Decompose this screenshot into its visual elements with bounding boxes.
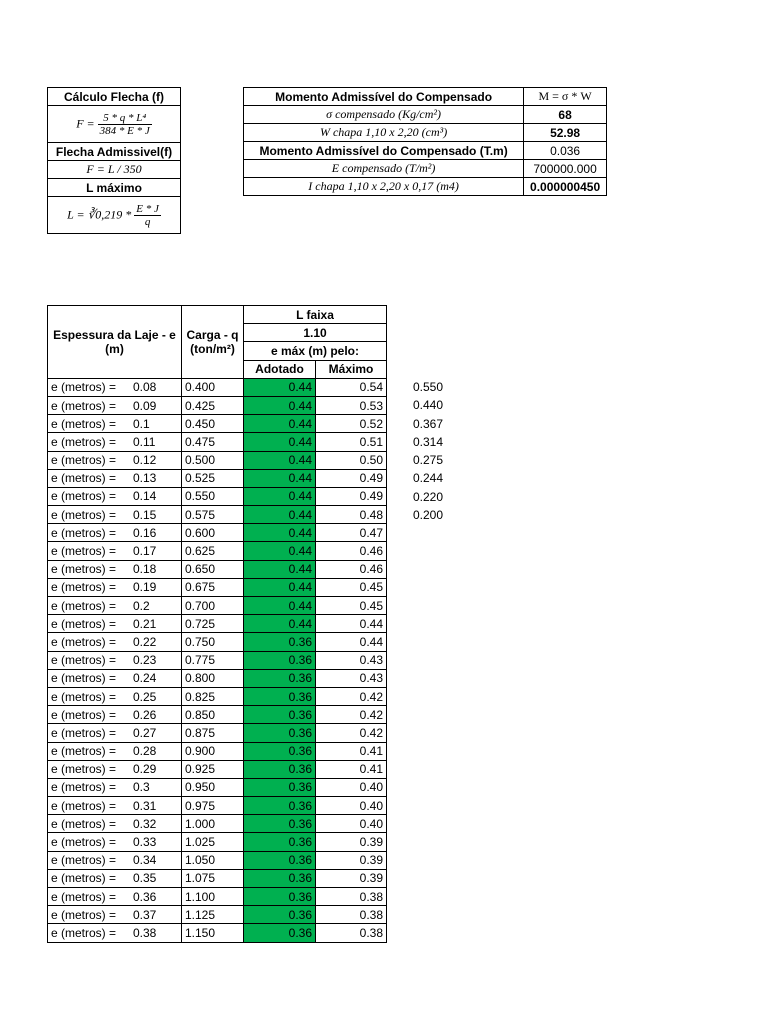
formula-denominator: 384 * E * J (99, 124, 150, 137)
side-value: 0.440 (413, 398, 444, 413)
momento-label: I chapa 1,10 x 2,20 x 0,17 (m4) (244, 178, 524, 196)
side-value: 0.550 (413, 380, 444, 394)
carga-cell: 1.025 (182, 833, 244, 851)
espessura-cell (48, 760, 182, 778)
espessura-value: 0.16 (133, 525, 157, 540)
espessura-cell (48, 560, 182, 578)
carga-cell: 0.850 (182, 706, 244, 724)
espessura-cell (48, 433, 182, 451)
table-row (48, 578, 387, 596)
row-label: e (metros) = (51, 380, 117, 395)
row-label: e (metros) = (51, 671, 117, 686)
row-label: e (metros) = (51, 562, 117, 577)
maximo-cell: 0.40 (316, 797, 387, 815)
momento-row (244, 160, 607, 178)
espessura-cell (48, 778, 182, 796)
espessura-value: 0.17 (133, 544, 157, 559)
row-label: e (metros) = (51, 580, 117, 595)
espessura-cell (48, 451, 182, 469)
carga-cell: 0.825 (182, 687, 244, 705)
maximo-cell: 0.44 (316, 633, 387, 651)
maximo-cell: 0.54 (316, 378, 387, 396)
espessura-value: 0.21 (133, 616, 157, 631)
carga-cell: 0.600 (182, 524, 244, 542)
row-label: e (metros) = (51, 780, 117, 795)
formula-numerator: 5 * q * L⁴ (98, 112, 152, 125)
lfaixa-value: 1.10 (244, 324, 387, 342)
espessura-cell (48, 687, 182, 705)
espessura-value: 0.23 (133, 653, 157, 668)
table-row (48, 687, 387, 705)
espessura-cell (48, 724, 182, 742)
momento-table (243, 87, 607, 196)
table-row (48, 815, 387, 833)
maximo-cell: 0.44 (316, 615, 387, 633)
espessura-cell (48, 706, 182, 724)
espessura-value: 0.27 (133, 725, 157, 740)
maximo-cell: 0.52 (316, 415, 387, 433)
table-row (48, 615, 387, 633)
adotado-cell: 0.44 (244, 415, 316, 433)
adotado-cell: 0.36 (244, 742, 316, 760)
espessura-value: 0.15 (133, 507, 157, 522)
espessura-value: 0.3 (133, 780, 150, 795)
espessura-cell (48, 815, 182, 833)
espessura-cell (48, 415, 182, 433)
side-value: 0.200 (413, 507, 444, 522)
carga-cell: 0.475 (182, 433, 244, 451)
espessura-value: 0.35 (133, 871, 157, 886)
row-label: e (metros) = (51, 416, 117, 431)
espessura-value: 0.22 (133, 634, 157, 649)
momento-value: 0.000000450 (524, 178, 607, 196)
maximo-cell: 0.46 (316, 542, 387, 560)
table-row (48, 760, 387, 778)
carga-cell: 0.400 (182, 378, 244, 396)
adotado-cell: 0.36 (244, 906, 316, 924)
adotado-cell: 0.44 (244, 469, 316, 487)
espessura-cell (48, 742, 182, 760)
maximo-cell: 0.40 (316, 778, 387, 796)
lmax-formula (48, 197, 181, 234)
row-label: e (metros) = (51, 507, 117, 522)
adotado-cell: 0.44 (244, 578, 316, 596)
maximo-cell: 0.46 (316, 560, 387, 578)
adotado-cell: 0.44 (244, 542, 316, 560)
maximo-cell: 0.39 (316, 833, 387, 851)
maximo-cell: 0.41 (316, 760, 387, 778)
adotado-cell: 0.36 (244, 651, 316, 669)
carga-cell: 0.800 (182, 669, 244, 687)
espessura-cell (48, 506, 182, 524)
espessura-cell (48, 597, 182, 615)
carga-cell: 0.675 (182, 578, 244, 596)
table-row (48, 396, 387, 414)
carga-cell: 0.725 (182, 615, 244, 633)
maximo-cell: 0.43 (316, 651, 387, 669)
row-label: e (metros) = (51, 889, 117, 904)
formula-f-label: F = (76, 115, 95, 130)
espessura-value: 0.19 (133, 580, 157, 595)
adotado-cell: 0.44 (244, 615, 316, 633)
espessura-value: 0.32 (133, 816, 157, 831)
row-label: e (metros) = (51, 707, 117, 722)
table-row (48, 651, 387, 669)
maximo-cell: 0.39 (316, 869, 387, 887)
header-espessura: Espessura da Laje - e (m) (48, 306, 182, 379)
row-label: e (metros) = (51, 598, 117, 613)
adotado-cell: 0.44 (244, 524, 316, 542)
momento-label: Momento Admissível do Compensado (244, 88, 524, 106)
momento-row (244, 124, 607, 142)
espessura-cell (48, 833, 182, 851)
lmax-fraction (134, 203, 161, 228)
maximo-cell: 0.38 (316, 924, 387, 942)
table-row (48, 742, 387, 760)
adotado-cell: 0.36 (244, 851, 316, 869)
row-label: e (metros) = (51, 816, 117, 831)
momento-row (244, 142, 607, 160)
espessura-value: 0.31 (133, 798, 157, 813)
maximo-cell: 0.43 (316, 669, 387, 687)
espessura-value: 0.29 (133, 762, 157, 777)
adotado-cell: 0.44 (244, 396, 316, 414)
espessura-value: 0.26 (133, 707, 157, 722)
espessura-cell (48, 578, 182, 596)
maximo-cell: 0.42 (316, 706, 387, 724)
table-row (48, 469, 387, 487)
lmax-prefix: L = ∛0,219 * (67, 206, 132, 221)
adotado-cell: 0.36 (244, 888, 316, 906)
table-row (48, 506, 387, 524)
side-value: 0.220 (413, 489, 444, 504)
adotado-cell: 0.36 (244, 778, 316, 796)
espessura-cell (48, 633, 182, 651)
espessura-value: 0.2 (133, 598, 150, 613)
table-row (48, 451, 387, 469)
table-row (48, 851, 387, 869)
adotado-cell: 0.36 (244, 724, 316, 742)
adotado-cell: 0.44 (244, 560, 316, 578)
row-label: e (metros) = (51, 853, 117, 868)
side-value: 0.367 (413, 416, 444, 431)
momento-label: W chapa 1,10 x 2,20 (cm³) (244, 124, 524, 142)
flecha-admissivel-title: Flecha Admissivel(f) (48, 143, 181, 161)
formula-fraction (98, 112, 152, 137)
momento-label: Momento Admissível do Compensado (T.m) (244, 142, 524, 160)
carga-cell: 0.575 (182, 506, 244, 524)
carga-cell: 0.500 (182, 451, 244, 469)
carga-cell: 1.050 (182, 851, 244, 869)
espessura-cell (48, 524, 182, 542)
carga-cell: 1.100 (182, 888, 244, 906)
momento-row (244, 106, 607, 124)
maximo-cell: 0.45 (316, 597, 387, 615)
adotado-cell: 0.36 (244, 833, 316, 851)
adotado-cell: 0.36 (244, 669, 316, 687)
espessura-value: 0.12 (133, 453, 157, 468)
adotado-cell: 0.36 (244, 687, 316, 705)
lmax-denominator: q (144, 215, 151, 228)
adotado-cell: 0.44 (244, 451, 316, 469)
carga-cell: 0.425 (182, 396, 244, 414)
carga-cell: 0.625 (182, 542, 244, 560)
row-label: e (metros) = (51, 798, 117, 813)
adotado-cell: 0.36 (244, 633, 316, 651)
carga-cell: 0.875 (182, 724, 244, 742)
maximo-cell: 0.53 (316, 396, 387, 414)
maximo-cell: 0.51 (316, 433, 387, 451)
table-row (48, 487, 387, 505)
table-row (48, 869, 387, 887)
side-value: 0.314 (413, 434, 444, 449)
row-label: e (metros) = (51, 525, 117, 540)
table-row (48, 433, 387, 451)
maximo-cell: 0.38 (316, 888, 387, 906)
carga-cell: 1.125 (182, 906, 244, 924)
table-row (48, 597, 387, 615)
momento-label: E compensado (T/m²) (244, 160, 524, 178)
carga-cell: 0.650 (182, 560, 244, 578)
carga-cell: 0.450 (182, 415, 244, 433)
espessura-value: 0.18 (133, 562, 157, 577)
momento-value: 700000.000 (524, 160, 607, 178)
row-label: e (metros) = (51, 871, 117, 886)
row-label: e (metros) = (51, 907, 117, 922)
momento-value: M = σ * W (524, 88, 607, 106)
maximo-cell: 0.49 (316, 469, 387, 487)
maximo-cell: 0.45 (316, 578, 387, 596)
adotado-cell: 0.36 (244, 815, 316, 833)
lmax-title: L máximo (48, 179, 181, 197)
table-row (48, 524, 387, 542)
adotado-cell: 0.36 (244, 797, 316, 815)
espessura-value: 0.09 (133, 398, 157, 413)
espessura-cell (48, 651, 182, 669)
maximo-cell: 0.47 (316, 524, 387, 542)
maximo-cell: 0.42 (316, 724, 387, 742)
header-emax: e máx (m) pelo: (244, 342, 387, 360)
espessura-value: 0.28 (133, 744, 157, 759)
espessura-value: 0.36 (133, 889, 157, 904)
espessura-cell (48, 615, 182, 633)
lmax-numerator: E * J (136, 202, 159, 215)
row-label: e (metros) = (51, 434, 117, 449)
espessura-value: 0.33 (133, 835, 157, 850)
espessura-value: 0.13 (133, 471, 157, 486)
adotado-cell: 0.36 (244, 924, 316, 942)
adotado-cell: 0.44 (244, 433, 316, 451)
espessura-cell (48, 851, 182, 869)
row-label: e (metros) = (51, 925, 117, 940)
espessura-value: 0.37 (133, 907, 157, 922)
row-label: e (metros) = (51, 616, 117, 631)
espessura-cell (48, 906, 182, 924)
flecha-table (47, 87, 181, 234)
carga-cell: 0.775 (182, 651, 244, 669)
table-row (48, 415, 387, 433)
data-table (47, 305, 387, 943)
table-row (48, 924, 387, 942)
table-row (48, 888, 387, 906)
row-label: e (metros) = (51, 398, 117, 413)
table-row (48, 706, 387, 724)
header-maximo: Máximo (316, 360, 387, 378)
momento-value: 52.98 (524, 124, 607, 142)
table-row (48, 797, 387, 815)
maximo-cell: 0.38 (316, 906, 387, 924)
carga-cell: 0.975 (182, 797, 244, 815)
adotado-cell: 0.36 (244, 869, 316, 887)
header-carga: Carga - q (ton/m²) (182, 306, 244, 379)
espessura-value: 0.14 (133, 489, 157, 504)
espessura-value: 0.25 (133, 689, 157, 704)
espessura-value: 0.24 (133, 671, 157, 686)
flecha-formula (48, 106, 181, 143)
momento-value: 0.036 (524, 142, 607, 160)
carga-cell: 0.950 (182, 778, 244, 796)
momento-row (244, 88, 607, 106)
espessura-value: 0.38 (133, 925, 157, 940)
carga-cell: 1.000 (182, 815, 244, 833)
row-label: e (metros) = (51, 725, 117, 740)
maximo-cell: 0.41 (316, 742, 387, 760)
adotado-cell: 0.36 (244, 760, 316, 778)
carga-cell: 0.550 (182, 487, 244, 505)
carga-cell: 0.700 (182, 597, 244, 615)
espessura-cell (48, 924, 182, 942)
carga-cell: 0.925 (182, 760, 244, 778)
momento-value: 68 (524, 106, 607, 124)
table-row (48, 906, 387, 924)
table-row (48, 833, 387, 851)
adotado-cell: 0.36 (244, 706, 316, 724)
side-value: 0.275 (413, 453, 444, 467)
side-value: 0.244 (413, 471, 444, 486)
espessura-cell (48, 378, 182, 396)
table-row (48, 633, 387, 651)
row-label: e (metros) = (51, 634, 117, 649)
row-label: e (metros) = (51, 689, 117, 704)
adotado-cell: 0.44 (244, 487, 316, 505)
table-row (48, 778, 387, 796)
flecha-admissivel-formula: F = L / 350 (48, 161, 181, 179)
table-row (48, 560, 387, 578)
header-adotado: Adotado (244, 360, 316, 378)
espessura-cell (48, 669, 182, 687)
row-label: e (metros) = (51, 471, 117, 486)
row-label: e (metros) = (51, 835, 117, 850)
carga-cell: 1.150 (182, 924, 244, 942)
maximo-cell: 0.49 (316, 487, 387, 505)
espessura-cell (48, 869, 182, 887)
header-lfaixa: L faixa (244, 306, 387, 324)
espessura-cell (48, 487, 182, 505)
momento-row (244, 178, 607, 196)
carga-cell: 1.075 (182, 869, 244, 887)
carga-cell: 0.750 (182, 633, 244, 651)
maximo-cell: 0.40 (316, 815, 387, 833)
espessura-cell (48, 396, 182, 414)
row-label: e (metros) = (51, 762, 117, 777)
carga-cell: 0.900 (182, 742, 244, 760)
espessura-value: 0.34 (133, 853, 157, 868)
row-label: e (metros) = (51, 744, 117, 759)
espessura-value: 0.1 (133, 416, 150, 431)
maximo-cell: 0.42 (316, 687, 387, 705)
espessura-cell (48, 469, 182, 487)
momento-label: σ compensado (Kg/cm²) (244, 106, 524, 124)
table-row (48, 669, 387, 687)
adotado-cell: 0.44 (244, 597, 316, 615)
maximo-cell: 0.39 (316, 851, 387, 869)
adotado-cell: 0.44 (244, 506, 316, 524)
espessura-value: 0.11 (133, 434, 156, 449)
row-label: e (metros) = (51, 453, 117, 468)
flecha-title: Cálculo Flecha (f) (48, 88, 181, 106)
table-row (48, 542, 387, 560)
espessura-value: 0.08 (133, 380, 157, 395)
carga-cell: 0.525 (182, 469, 244, 487)
espessura-cell (48, 797, 182, 815)
maximo-cell: 0.50 (316, 451, 387, 469)
table-row (48, 724, 387, 742)
espessura-cell (48, 542, 182, 560)
row-label: e (metros) = (51, 489, 117, 504)
espessura-cell (48, 888, 182, 906)
adotado-cell: 0.44 (244, 378, 316, 396)
table-row (48, 378, 387, 396)
row-label: e (metros) = (51, 544, 117, 559)
maximo-cell: 0.48 (316, 506, 387, 524)
row-label: e (metros) = (51, 653, 117, 668)
